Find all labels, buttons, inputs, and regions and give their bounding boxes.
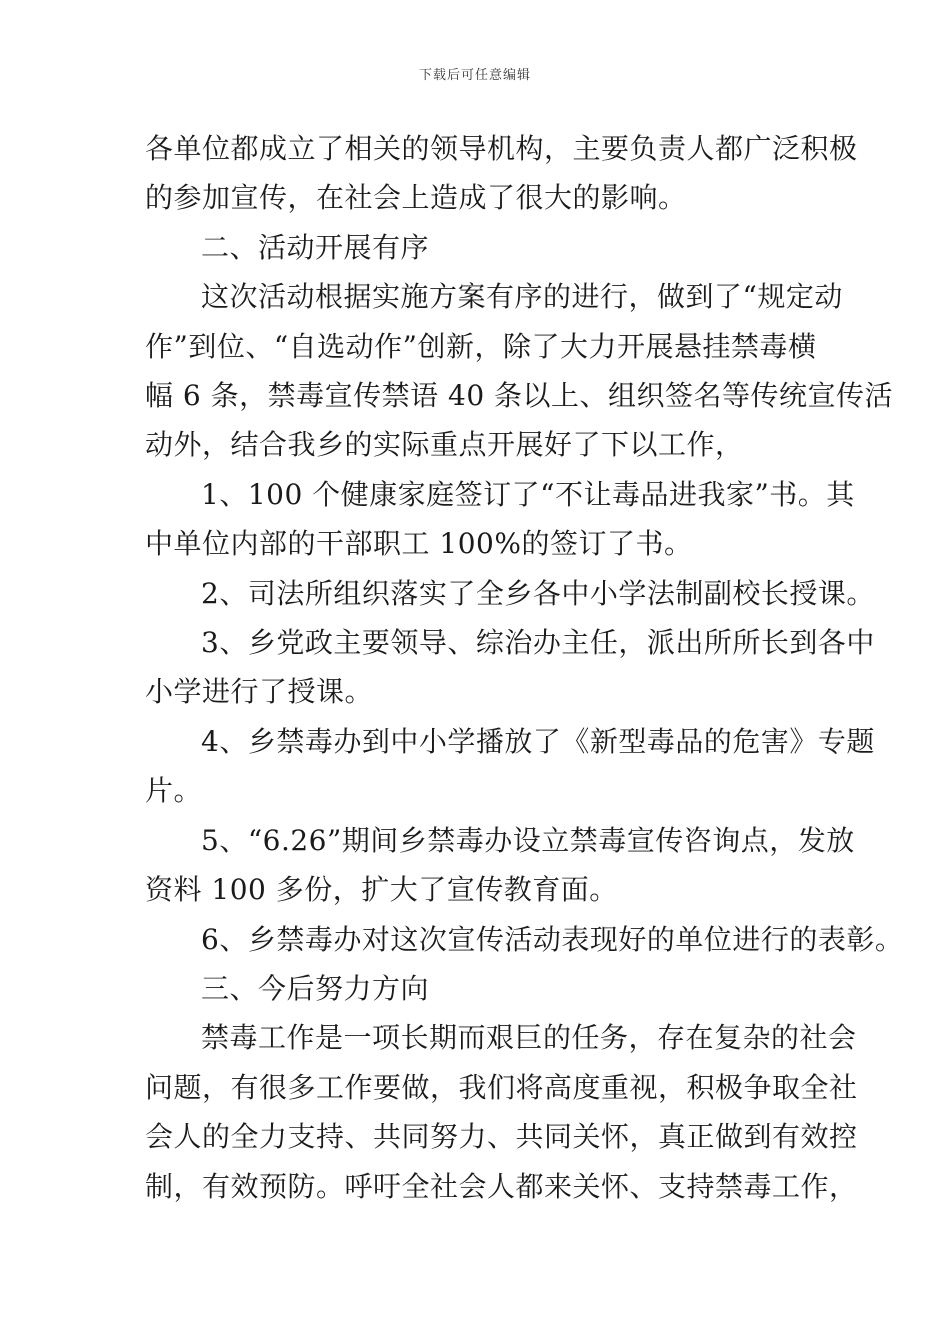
text-line: 问题，有很多工作要做，我们将高度重视，积极争取全社	[145, 1070, 858, 1104]
paragraph-activities	[145, 272, 894, 470]
list-item-6	[145, 915, 904, 964]
text-line: 幅 6 条，禁毒宣传禁语 40 条以上、组织签名等传统宣传活	[145, 379, 894, 413]
text-line: 禁毒工作是一项长期而艰巨的任务，存在复杂的社会	[201, 1021, 857, 1055]
section-heading-three	[145, 964, 810, 1013]
list-item-1	[145, 470, 855, 569]
text-line: 的参加宣传，在社会上造成了很大的影响。	[145, 181, 687, 215]
list-item-5	[145, 816, 855, 915]
text-line: 三、今后努力方向	[201, 971, 430, 1005]
text-line: 3、乡党政主要领导、综治办主任，派出所所长到各中	[201, 626, 875, 660]
paragraph-future-direction	[145, 1013, 858, 1211]
text-line: 这次活动根据实施方案有序的进行，做到了“规定动	[201, 280, 843, 314]
text-line: 5、“6.26”期间乡禁毒办设立禁毒宣传咨询点，发放	[201, 823, 855, 857]
text-line: 动外，结合我乡的实际重点开展好了下以工作，	[145, 428, 744, 462]
document-body	[145, 124, 904, 1211]
text-line: 制，有效预防。呼吁全社会人都来关怀、支持禁毒工作，	[145, 1169, 858, 1203]
section-heading-two	[145, 223, 810, 272]
text-line: 2、司法所组织落实了全乡各中小学法制副校长授课。	[201, 576, 875, 610]
text-line: 小学进行了授课。	[145, 675, 374, 709]
text-line: 作”到位、“自选动作”创新，除了大力开展悬挂禁毒横	[145, 329, 817, 363]
text-line: 片。	[145, 774, 203, 808]
text-line: 二、活动开展有序	[201, 230, 430, 264]
header-note: 下载后可任意编辑	[418, 68, 531, 83]
list-item-2	[145, 569, 875, 618]
text-line: 6、乡禁毒办对这次宣传活动表现好的单位进行的表彰。	[201, 922, 904, 956]
text-line: 各单位都成立了相关的领导机构，主要负责人都广泛积极	[145, 132, 858, 165]
text-line: 资料 100 多份，扩大了宣传教育面。	[145, 873, 618, 907]
text-line: 中单位内部的干部职工 100%的签订了书。	[145, 527, 693, 561]
text-line: 4、乡禁毒办到中小学播放了《新型毒品的危害》专题	[201, 724, 875, 758]
paragraph-intro-continued	[145, 124, 858, 223]
list-item-4	[145, 717, 875, 816]
list-item-3	[145, 618, 875, 717]
text-line: 1、100 个健康家庭签订了“不让毒品进我家”书。其	[201, 477, 855, 511]
text-line: 会人的全力支持、共同努力、共同关怀，真正做到有效控	[145, 1120, 858, 1154]
